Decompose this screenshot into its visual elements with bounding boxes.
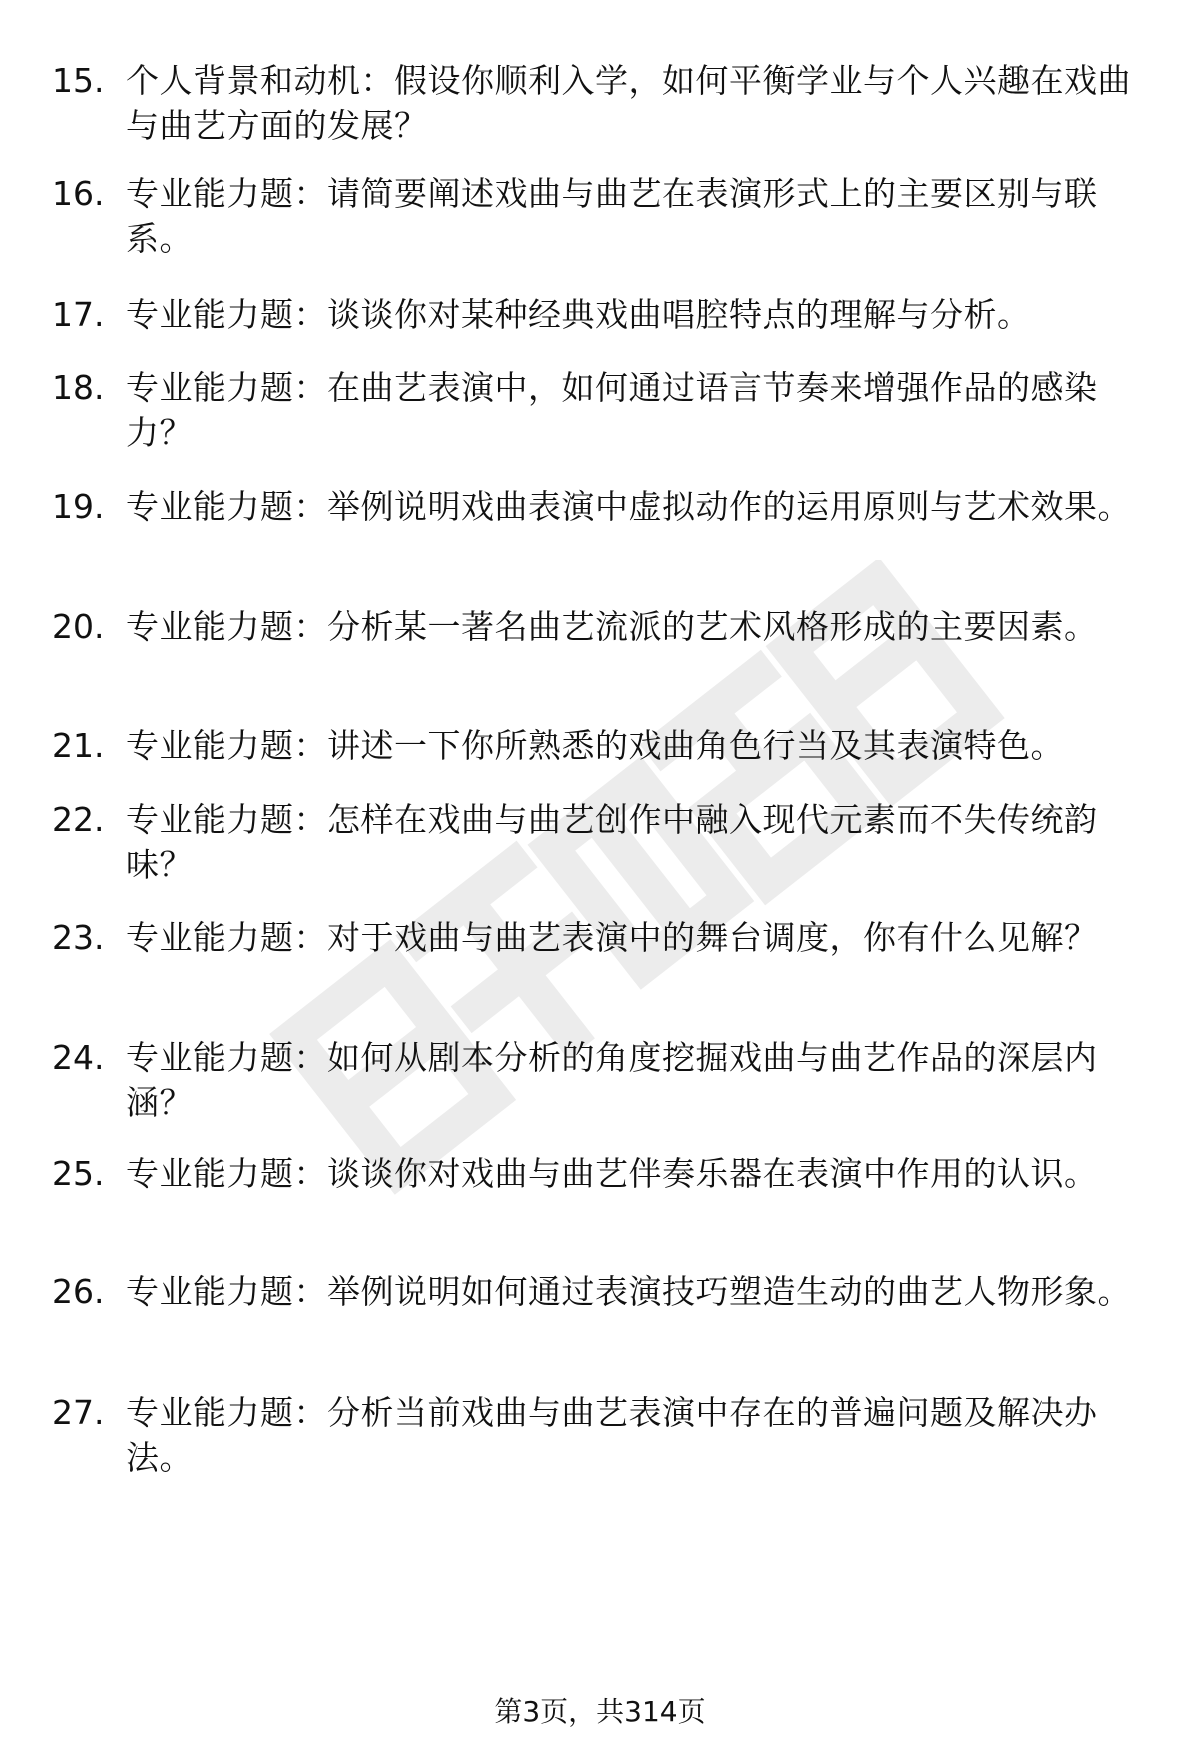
item-number: 15. — [52, 61, 105, 100]
item-number: 19. — [52, 487, 105, 526]
item-text: 专业能力题：在曲艺表演中，如何通过语言节奏来增强作品的感染力？ — [126, 368, 1098, 452]
item-text: 专业能力题：请简要阐述戏曲与曲艺在表演形式上的主要区别与联系。 — [126, 174, 1098, 258]
item-text: 专业能力题：举例说明如何通过表演技巧塑造生动的曲艺人物形象。 — [126, 1272, 1131, 1311]
item-number: 25. — [52, 1154, 105, 1193]
item-text: 专业能力题：谈谈你对某种经典戏曲唱腔特点的理解与分析。 — [126, 295, 1031, 334]
item-number: 16. — [52, 174, 105, 213]
item-number: 17. — [52, 295, 105, 334]
item-text: 专业能力题：怎样在戏曲与曲艺创作中融入现代元素而不失传统韵味？ — [126, 800, 1098, 884]
item-number: 24. — [52, 1038, 105, 1077]
item-text: 专业能力题：谈谈你对戏曲与曲艺伴奏乐器在表演中作用的认识。 — [126, 1154, 1098, 1193]
item-number: 22. — [52, 800, 105, 839]
item-text: 专业能力题：举例说明戏曲表演中虚拟动作的运用原则与艺术效果。 — [126, 487, 1131, 526]
page-number-label: 第3页，共314页 — [494, 1695, 706, 1728]
item-text: 专业能力题：分析某一著名曲艺流派的艺术风格形成的主要因素。 — [126, 607, 1098, 646]
item-text: 专业能力题：如何从剧本分析的角度挖掘戏曲与曲艺作品的深层内涵？ — [126, 1038, 1098, 1122]
page-footer — [0, 1692, 1200, 1732]
item-number: 27. — [52, 1393, 105, 1432]
item-number: 23. — [52, 918, 105, 957]
item-text: 专业能力题：讲述一下你所熟悉的戏曲角色行当及其表演特色。 — [126, 726, 1064, 765]
item-number: 26. — [52, 1272, 105, 1311]
item-text: 个人背景和动机：假设你顺利入学，如何平衡学业与个人兴趣在戏曲与曲艺方面的发展？ — [126, 61, 1131, 145]
item-text: 专业能力题：分析当前戏曲与曲艺表演中存在的普遍问题及解决办法。 — [126, 1393, 1098, 1477]
item-text: 专业能力题：对于戏曲与曲艺表演中的舞台调度，你有什么见解？ — [126, 918, 1098, 957]
item-number: 18. — [52, 368, 105, 407]
item-number: 20. — [52, 607, 105, 646]
item-number: 21. — [52, 726, 105, 765]
